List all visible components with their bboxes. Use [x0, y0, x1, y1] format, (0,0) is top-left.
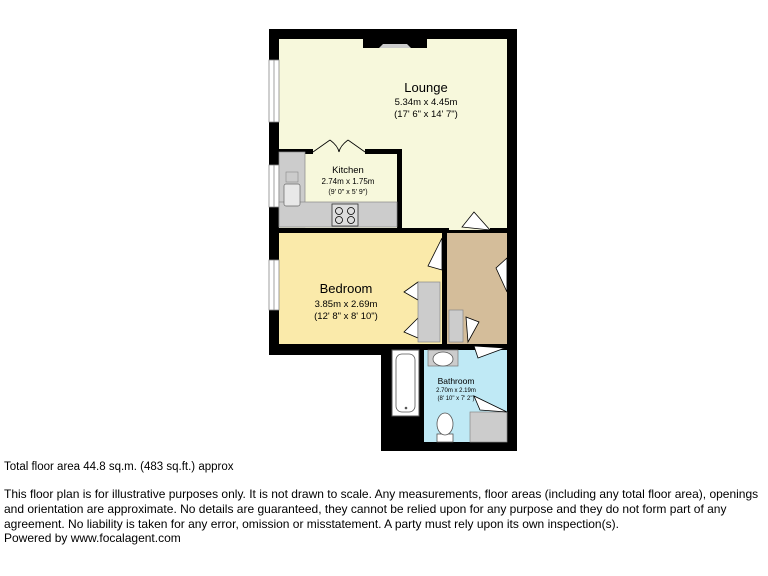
- toilet-icon: [437, 413, 453, 442]
- sink-icon: [284, 184, 300, 206]
- kitchen-wall-top-right: [365, 149, 401, 154]
- lounge-name: Lounge: [404, 80, 448, 95]
- total-floor-area: Total floor area 44.8 sq.m. (483 sq.ft.) approx: [4, 461, 234, 473]
- powered-by-text: Powered by www.focalagent.com: [4, 531, 181, 545]
- bedroom-hall-wall: [442, 228, 447, 345]
- airing-cupboard: [470, 412, 507, 442]
- wardrobe: [418, 282, 440, 342]
- bedroom-size-m: 3.85m x 2.69m: [314, 299, 378, 310]
- bedroom-wall-top: [279, 228, 449, 233]
- bath-wall-left: [419, 344, 424, 442]
- kitchen-wall-right: [397, 149, 402, 231]
- kitchen-name: Kitchen: [332, 165, 364, 176]
- bathroom-size-m: 2.70m x 2.19m: [436, 388, 476, 394]
- disclaimer-text: This floor plan is for illustrative purposes only. It is not drawn to scale. Any measurements, floor areas (including any total floor area), openings and orientation are approximate. No details are guaranteed, they cannot be relied upon for any purpose and they do not form part of any agreement. No liability is taken for any error, omission or misstatement. A party must rely upon its own inspection(s).: [4, 487, 759, 531]
- bathroom-size-ft: (8' 10" x 7' 2"): [437, 396, 475, 402]
- hob-icon: [332, 204, 358, 226]
- basin-icon: [428, 350, 458, 366]
- hallway-wall-top: [490, 228, 507, 233]
- lounge-size-m: 5.34m x 4.45m: [394, 97, 458, 108]
- lounge-size-ft: (17' 6" x 14' 7"): [394, 109, 458, 120]
- kitchen-size-m: 2.74m x 1.75m: [321, 177, 375, 186]
- bedroom-size-ft: (12' 8" x 8' 10"): [314, 311, 378, 322]
- kitchen-size-ft: (9' 0" x 5' 9"): [328, 189, 368, 196]
- bedroom-name: Bedroom: [319, 281, 373, 296]
- hall-cupboard: [449, 310, 463, 342]
- bathroom-name: Bathroom: [437, 376, 475, 386]
